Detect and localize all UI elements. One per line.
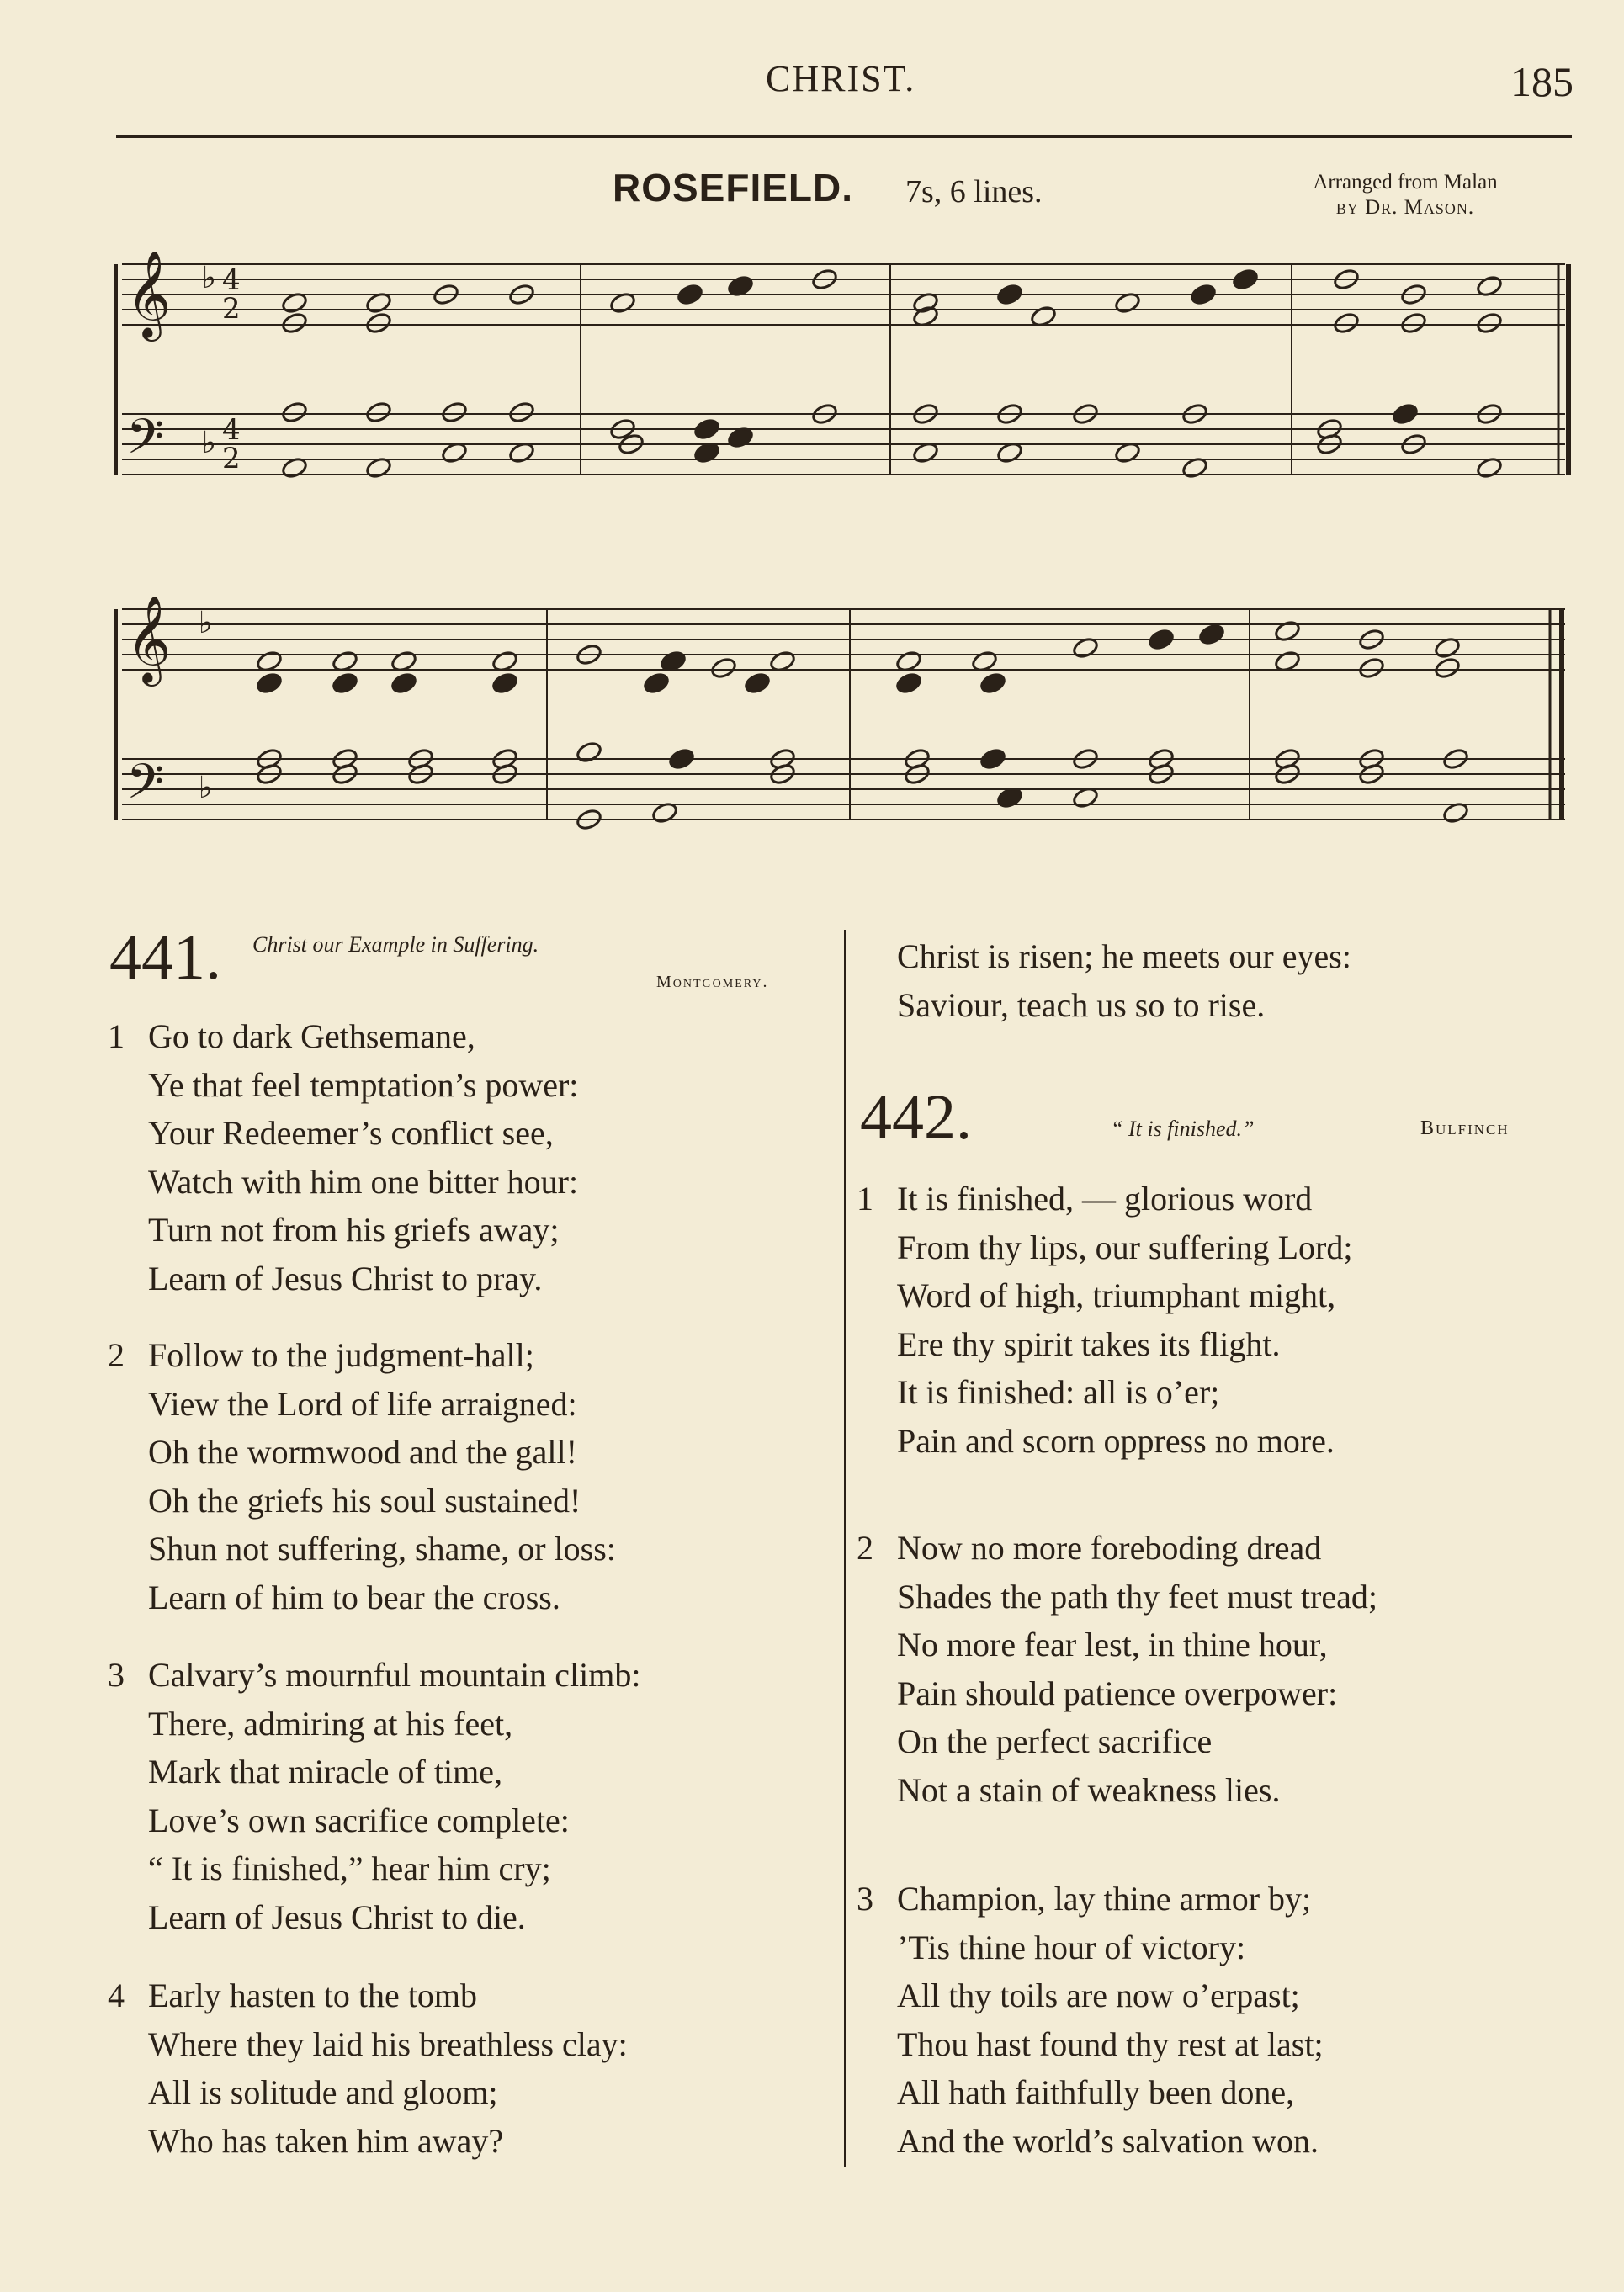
stanza-441-1 [108, 1012, 579, 1303]
treble-clef-icon: 𝄞 [126, 595, 172, 683]
note [1434, 656, 1462, 680]
note [281, 311, 309, 335]
stanza-line: Not a stain of weakness lies. [897, 1770, 1281, 1809]
stanza-line: ’Tis thine hour of victory: [897, 1928, 1246, 1966]
stanza-line: Ere thy spirit takes its flight. [897, 1324, 1281, 1363]
note [744, 671, 772, 695]
stanza-line: Shades the path thy feet must tread; [897, 1577, 1377, 1616]
stanza-line: All is solitude and gloom; [148, 2073, 498, 2111]
note [668, 747, 696, 771]
note [256, 671, 284, 695]
stanza-line: Where they laid his breathless clay: [148, 2024, 628, 2063]
stanza-line: Oh the wormwood and the gall! [148, 1433, 577, 1471]
note [1476, 311, 1504, 335]
stanza-line: Turn not from his griefs away; [148, 1211, 560, 1249]
note [996, 283, 1024, 306]
stanza-441-4-continued [897, 932, 1351, 1029]
hymn-title-441: Christ our Example in Suffering. [252, 932, 539, 957]
verse-number: 1 [108, 1017, 125, 1055]
note [895, 671, 923, 695]
page-number: 185 [1510, 58, 1574, 105]
tune-name: ROSEFIELD. [613, 166, 854, 210]
note [643, 671, 671, 695]
note [441, 401, 469, 424]
stanza-line: Watch with him one bitter hour: [148, 1162, 579, 1201]
stanza-line: 4 Early hasten to the tomb [148, 1971, 628, 2020]
verse-number: 3 [857, 1880, 873, 1918]
stanza-line: It is finished: all is o’er; [897, 1373, 1220, 1411]
treble-staff-2 [122, 609, 1565, 670]
stanza-line: Word of high, triumphant might, [897, 1276, 1336, 1314]
stanza-line: 1 It is finished, — glorious word [897, 1175, 1352, 1223]
hymn-number-441: 441. [109, 922, 221, 993]
note [1358, 656, 1386, 680]
stanza-line: Saviour, teach us so to rise. [897, 985, 1266, 1024]
stanza-line: No more fear lest, in thine hour, [897, 1626, 1328, 1663]
hymn-number-442: 442. [860, 1082, 972, 1153]
stanza-line: Your Redeemer’s conflict see, [148, 1114, 554, 1152]
flat-sign-icon: ♭ [202, 426, 216, 460]
stanza-line: Learn of him to bear the cross. [148, 1578, 560, 1616]
bass-clef-icon: 𝄢 [126, 753, 165, 822]
stanza-line: All hath faithfully been done, [897, 2073, 1295, 2111]
verse-number: 1 [857, 1180, 873, 1218]
verse-number: 2 [108, 1336, 125, 1374]
note [979, 747, 1007, 771]
stanza-line: Mark that miracle of time, [148, 1753, 502, 1791]
verse-number: 4 [108, 1976, 125, 2014]
stanza-line: “ It is finished,” hear him cry; [148, 1849, 551, 1887]
bass-staff-1 [122, 414, 1565, 475]
stanza-line: Pain and scorn oppress no more. [897, 1421, 1335, 1460]
stanza-line: All thy toils are now o’erpast; [897, 1976, 1300, 2014]
stanza-line: 3 Champion, lay thine armor by; [897, 1875, 1324, 1923]
column-divider [844, 930, 846, 2167]
note [1148, 628, 1176, 651]
time-signature-bottom: 2 [222, 292, 241, 326]
stanza-line: On the perfect sacrifice [897, 1722, 1213, 1760]
stanza-line: Christ is risen; he meets our eyes: [897, 937, 1351, 975]
time-signature-top: 4 [222, 263, 241, 297]
note [1333, 311, 1361, 335]
stanza-442-2 [857, 1524, 1377, 1814]
hymn-author-441: Montgomery. [656, 973, 769, 991]
note [1232, 268, 1260, 291]
note [677, 283, 704, 306]
verse-number: 3 [108, 1656, 125, 1694]
note [693, 417, 721, 441]
note [1400, 311, 1428, 335]
stanza-line: Ye that feel temptation’s power: [148, 1065, 579, 1104]
note [1198, 623, 1226, 646]
arranger-line-1: Arranged from Malan [1313, 171, 1498, 194]
hymn-author-442: Bulfinch [1420, 1117, 1510, 1139]
treble-clef-icon: 𝄞 [126, 250, 172, 338]
note [979, 671, 1007, 695]
stanza-line: Learn of Jesus Christ to die. [148, 1897, 526, 1936]
arranger-line-2: by Dr. Mason. [1335, 196, 1475, 219]
stanza-line: 2 Follow to the judgment-hall; [148, 1331, 616, 1380]
stanza-line: From thy lips, our suffering Lord; [897, 1228, 1353, 1266]
stanza-line: Who has taken him away? [148, 2121, 504, 2160]
note [1190, 283, 1218, 306]
time-signature-top: 4 [222, 413, 241, 447]
stanza-441-2 [108, 1331, 616, 1621]
stanza-line: 2 Now no more foreboding dread [897, 1524, 1377, 1573]
bass-clef-icon: 𝄢 [126, 408, 165, 477]
stanza-line: Pain should patience overpower: [897, 1674, 1338, 1712]
stanza-line: Learn of Jesus Christ to pray. [148, 1259, 543, 1297]
stanza-442-3 [857, 1875, 1324, 2165]
flat-sign-icon: ♭ [202, 261, 216, 295]
stanza-line: Oh the griefs his soul sustained! [148, 1481, 581, 1520]
note [281, 401, 309, 424]
verse-number: 2 [857, 1529, 873, 1567]
hymn-title-442: “ It is finished.” [1111, 1117, 1255, 1141]
note [1392, 402, 1420, 426]
stanza-line: 3 Calvary’s mournful mountain climb: [148, 1651, 640, 1700]
music-score [0, 0, 1624, 892]
stanza-line: Shun not suffering, shame, or loss: [148, 1530, 616, 1568]
stanza-442-1 [857, 1175, 1353, 1465]
stanza-line: Thou hast found thy rest at last; [897, 2024, 1324, 2063]
tune-meter: 7s, 6 lines. [905, 174, 1043, 210]
time-signature-bottom: 2 [222, 442, 241, 475]
stanza-441-3 [108, 1651, 641, 1941]
stanza-441-4 [108, 1971, 628, 2165]
flat-sign-icon: ♭ [199, 771, 213, 805]
stanza-line: View the Lord of life arraigned: [148, 1384, 577, 1423]
note [491, 671, 519, 695]
note [365, 401, 393, 424]
stanza-line: There, admiring at his feet, [148, 1704, 513, 1743]
note [365, 311, 393, 335]
stanza-line: Love’s own sacrifice complete: [148, 1801, 570, 1839]
note [390, 671, 418, 695]
note [710, 656, 738, 680]
note [508, 401, 536, 424]
stanza-line: And the world’s salvation won. [897, 2121, 1319, 2160]
stanza-line: 1 Go to dark Gethsemane, [148, 1012, 578, 1061]
note [332, 671, 359, 695]
note [576, 740, 603, 764]
flat-sign-icon: ♭ [199, 606, 213, 640]
running-title: CHRIST. [766, 58, 916, 99]
